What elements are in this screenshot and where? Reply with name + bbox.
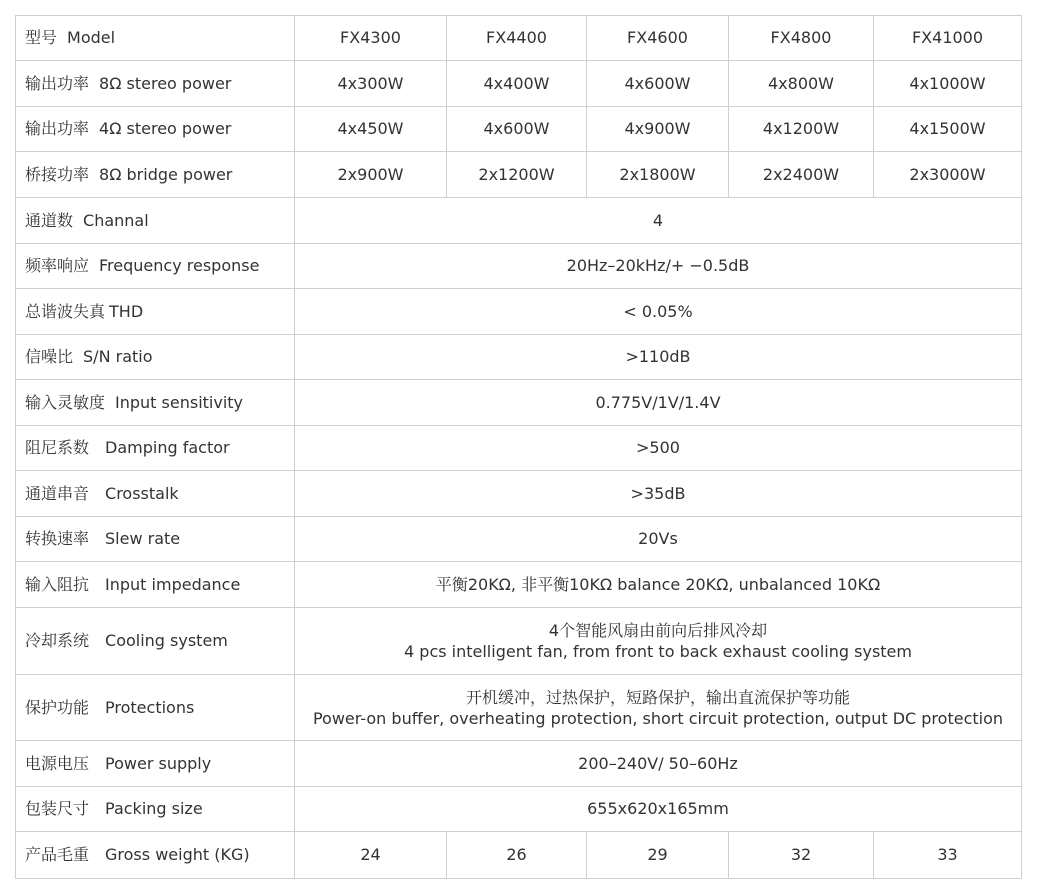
value-cell: 4 xyxy=(295,198,1022,244)
value-cell: >110dB xyxy=(295,335,1022,380)
value-en: Power-on buffer, overheating protection, short circuit protection, output DC protection xyxy=(312,708,1004,728)
label-en: Frequency response xyxy=(99,256,260,275)
label-en: Gross weight (KG) xyxy=(105,845,250,864)
label-zh: 输出功率 xyxy=(25,119,90,138)
label-en: Cooling system xyxy=(105,631,228,650)
label-en: Power supply xyxy=(105,753,212,773)
value-cell: 4x600W xyxy=(587,61,729,107)
label-en: Damping factor xyxy=(105,438,230,457)
label-en: Protections xyxy=(105,697,195,717)
value-cell: 平衡20KΩ, 非平衡10KΩ balance 20KΩ, unbalanced 10KΩ xyxy=(295,562,1022,608)
value-cell: 20Hz–20kHz/+ −0.5dB xyxy=(295,244,1022,289)
value-cell xyxy=(295,608,1022,675)
label-en: 8Ω bridge power xyxy=(99,164,233,184)
label-zh: 信噪比 xyxy=(25,347,74,366)
row-weight xyxy=(16,832,1022,879)
spec-table xyxy=(15,15,1022,879)
label-cell xyxy=(16,675,295,741)
value-cell: 2x1200W xyxy=(447,152,587,198)
row-damping xyxy=(16,426,1022,471)
value-cell: >35dB xyxy=(295,471,1022,517)
label-zh: 型号 xyxy=(25,28,58,47)
row-channels xyxy=(16,198,1022,244)
row-protections xyxy=(16,675,1022,741)
row-model xyxy=(16,16,1022,61)
value-cell xyxy=(295,675,1022,741)
label-zh: 电源电压 xyxy=(25,753,90,773)
label-cell xyxy=(16,289,295,335)
label-cell xyxy=(16,335,295,380)
label-en: Crosstalk xyxy=(105,483,179,503)
label-en: THD xyxy=(109,301,144,321)
value-cell: 4x800W xyxy=(729,61,874,107)
label-cell xyxy=(16,741,295,787)
label-zh: 总谐波失真 xyxy=(25,301,106,321)
value-cell: 200–240V/ 50–60Hz xyxy=(295,741,1022,787)
label-zh: 阻尼系数 xyxy=(25,438,90,457)
label-en: 8Ω stereo power xyxy=(99,73,232,93)
label-cell xyxy=(16,16,295,61)
label-zh: 桥接功率 xyxy=(25,164,90,184)
value-cell: 4x400W xyxy=(447,61,587,107)
label-cell xyxy=(16,608,295,675)
label-cell xyxy=(16,107,295,152)
row-thd xyxy=(16,289,1022,335)
value-cell: 32 xyxy=(729,832,874,879)
label-zh: 保护功能 xyxy=(25,697,90,717)
value-zh: 4个智能风扇由前向后排风冷却 xyxy=(548,621,768,640)
label-zh: 转换速率 xyxy=(25,529,90,548)
row-slew xyxy=(16,517,1022,562)
row-packing xyxy=(16,787,1022,832)
value-cell: 2x1800W xyxy=(587,152,729,198)
label-en: Input sensitivity xyxy=(115,392,244,412)
value-cell: < 0.05% xyxy=(295,289,1022,335)
label-cell xyxy=(16,471,295,517)
label-en: S/N ratio xyxy=(83,347,153,366)
value-en: 4 pcs intelligent fan, from front to back exhaust cooling system xyxy=(404,642,912,661)
row-crosstalk xyxy=(16,471,1022,517)
value-cell: 4x600W xyxy=(447,107,587,152)
label-cell xyxy=(16,61,295,107)
row-power-4ohm xyxy=(16,107,1022,152)
label-zh: 输入阻抗 xyxy=(25,574,90,594)
label-zh: 产品毛重 xyxy=(25,845,90,864)
label-zh: 通道串音 xyxy=(25,483,90,503)
value-cell: 4x1200W xyxy=(729,107,874,152)
label-zh: 输入灵敏度 xyxy=(25,392,106,412)
label-cell xyxy=(16,832,295,879)
value-cell: 655x620x165mm xyxy=(295,787,1022,832)
label-en: 4Ω stereo power xyxy=(99,119,232,138)
model-fx4400: FX4400 xyxy=(447,16,587,61)
label-en: Slew rate xyxy=(105,529,181,548)
label-cell xyxy=(16,244,295,289)
row-cooling xyxy=(16,608,1022,675)
value-cell: 33 xyxy=(874,832,1022,879)
label-en: Model xyxy=(67,28,116,47)
model-fx4300: FX4300 xyxy=(295,16,447,61)
value-cell: 2x2400W xyxy=(729,152,874,198)
row-supply xyxy=(16,741,1022,787)
value-cell: 0.775V/1V/1.4V xyxy=(295,380,1022,426)
label-cell xyxy=(16,562,295,608)
value-cell: 2x3000W xyxy=(874,152,1022,198)
value-cell: 4x300W xyxy=(295,61,447,107)
label-cell xyxy=(16,152,295,198)
model-fx4600: FX4600 xyxy=(587,16,729,61)
value-zh: 开机缓冲，过热保护，短路保护，输出直流保护等功能 xyxy=(465,687,850,707)
value-cell: 4x900W xyxy=(587,107,729,152)
label-cell xyxy=(16,198,295,244)
model-fx41000: FX41000 xyxy=(874,16,1022,61)
model-fx4800: FX4800 xyxy=(729,16,874,61)
row-bridge-power xyxy=(16,152,1022,198)
row-power-8ohm xyxy=(16,61,1022,107)
row-impedance xyxy=(16,562,1022,608)
row-sensitivity xyxy=(16,380,1022,426)
label-cell xyxy=(16,380,295,426)
label-cell xyxy=(16,426,295,471)
value-cell: 4x1500W xyxy=(874,107,1022,152)
label-zh: 通道数 xyxy=(25,210,74,230)
row-snr xyxy=(16,335,1022,380)
value-cell: 29 xyxy=(587,832,729,879)
value-cell: >500 xyxy=(295,426,1022,471)
label-en: Packing size xyxy=(105,799,203,818)
value-cell: 4x1000W xyxy=(874,61,1022,107)
label-cell xyxy=(16,787,295,832)
value-cell: 24 xyxy=(295,832,447,879)
label-zh: 输出功率 xyxy=(25,73,90,93)
value-cell: 20Vs xyxy=(295,517,1022,562)
row-frequency xyxy=(16,244,1022,289)
label-en: Input impedance xyxy=(105,574,241,594)
label-zh: 包装尺寸 xyxy=(25,799,90,818)
label-zh: 冷却系统 xyxy=(25,631,90,650)
value-cell: 2x900W xyxy=(295,152,447,198)
label-zh: 频率响应 xyxy=(25,256,90,275)
value-cell: 26 xyxy=(447,832,587,879)
label-cell xyxy=(16,517,295,562)
label-en: Channal xyxy=(83,210,149,230)
value-cell: 4x450W xyxy=(295,107,447,152)
